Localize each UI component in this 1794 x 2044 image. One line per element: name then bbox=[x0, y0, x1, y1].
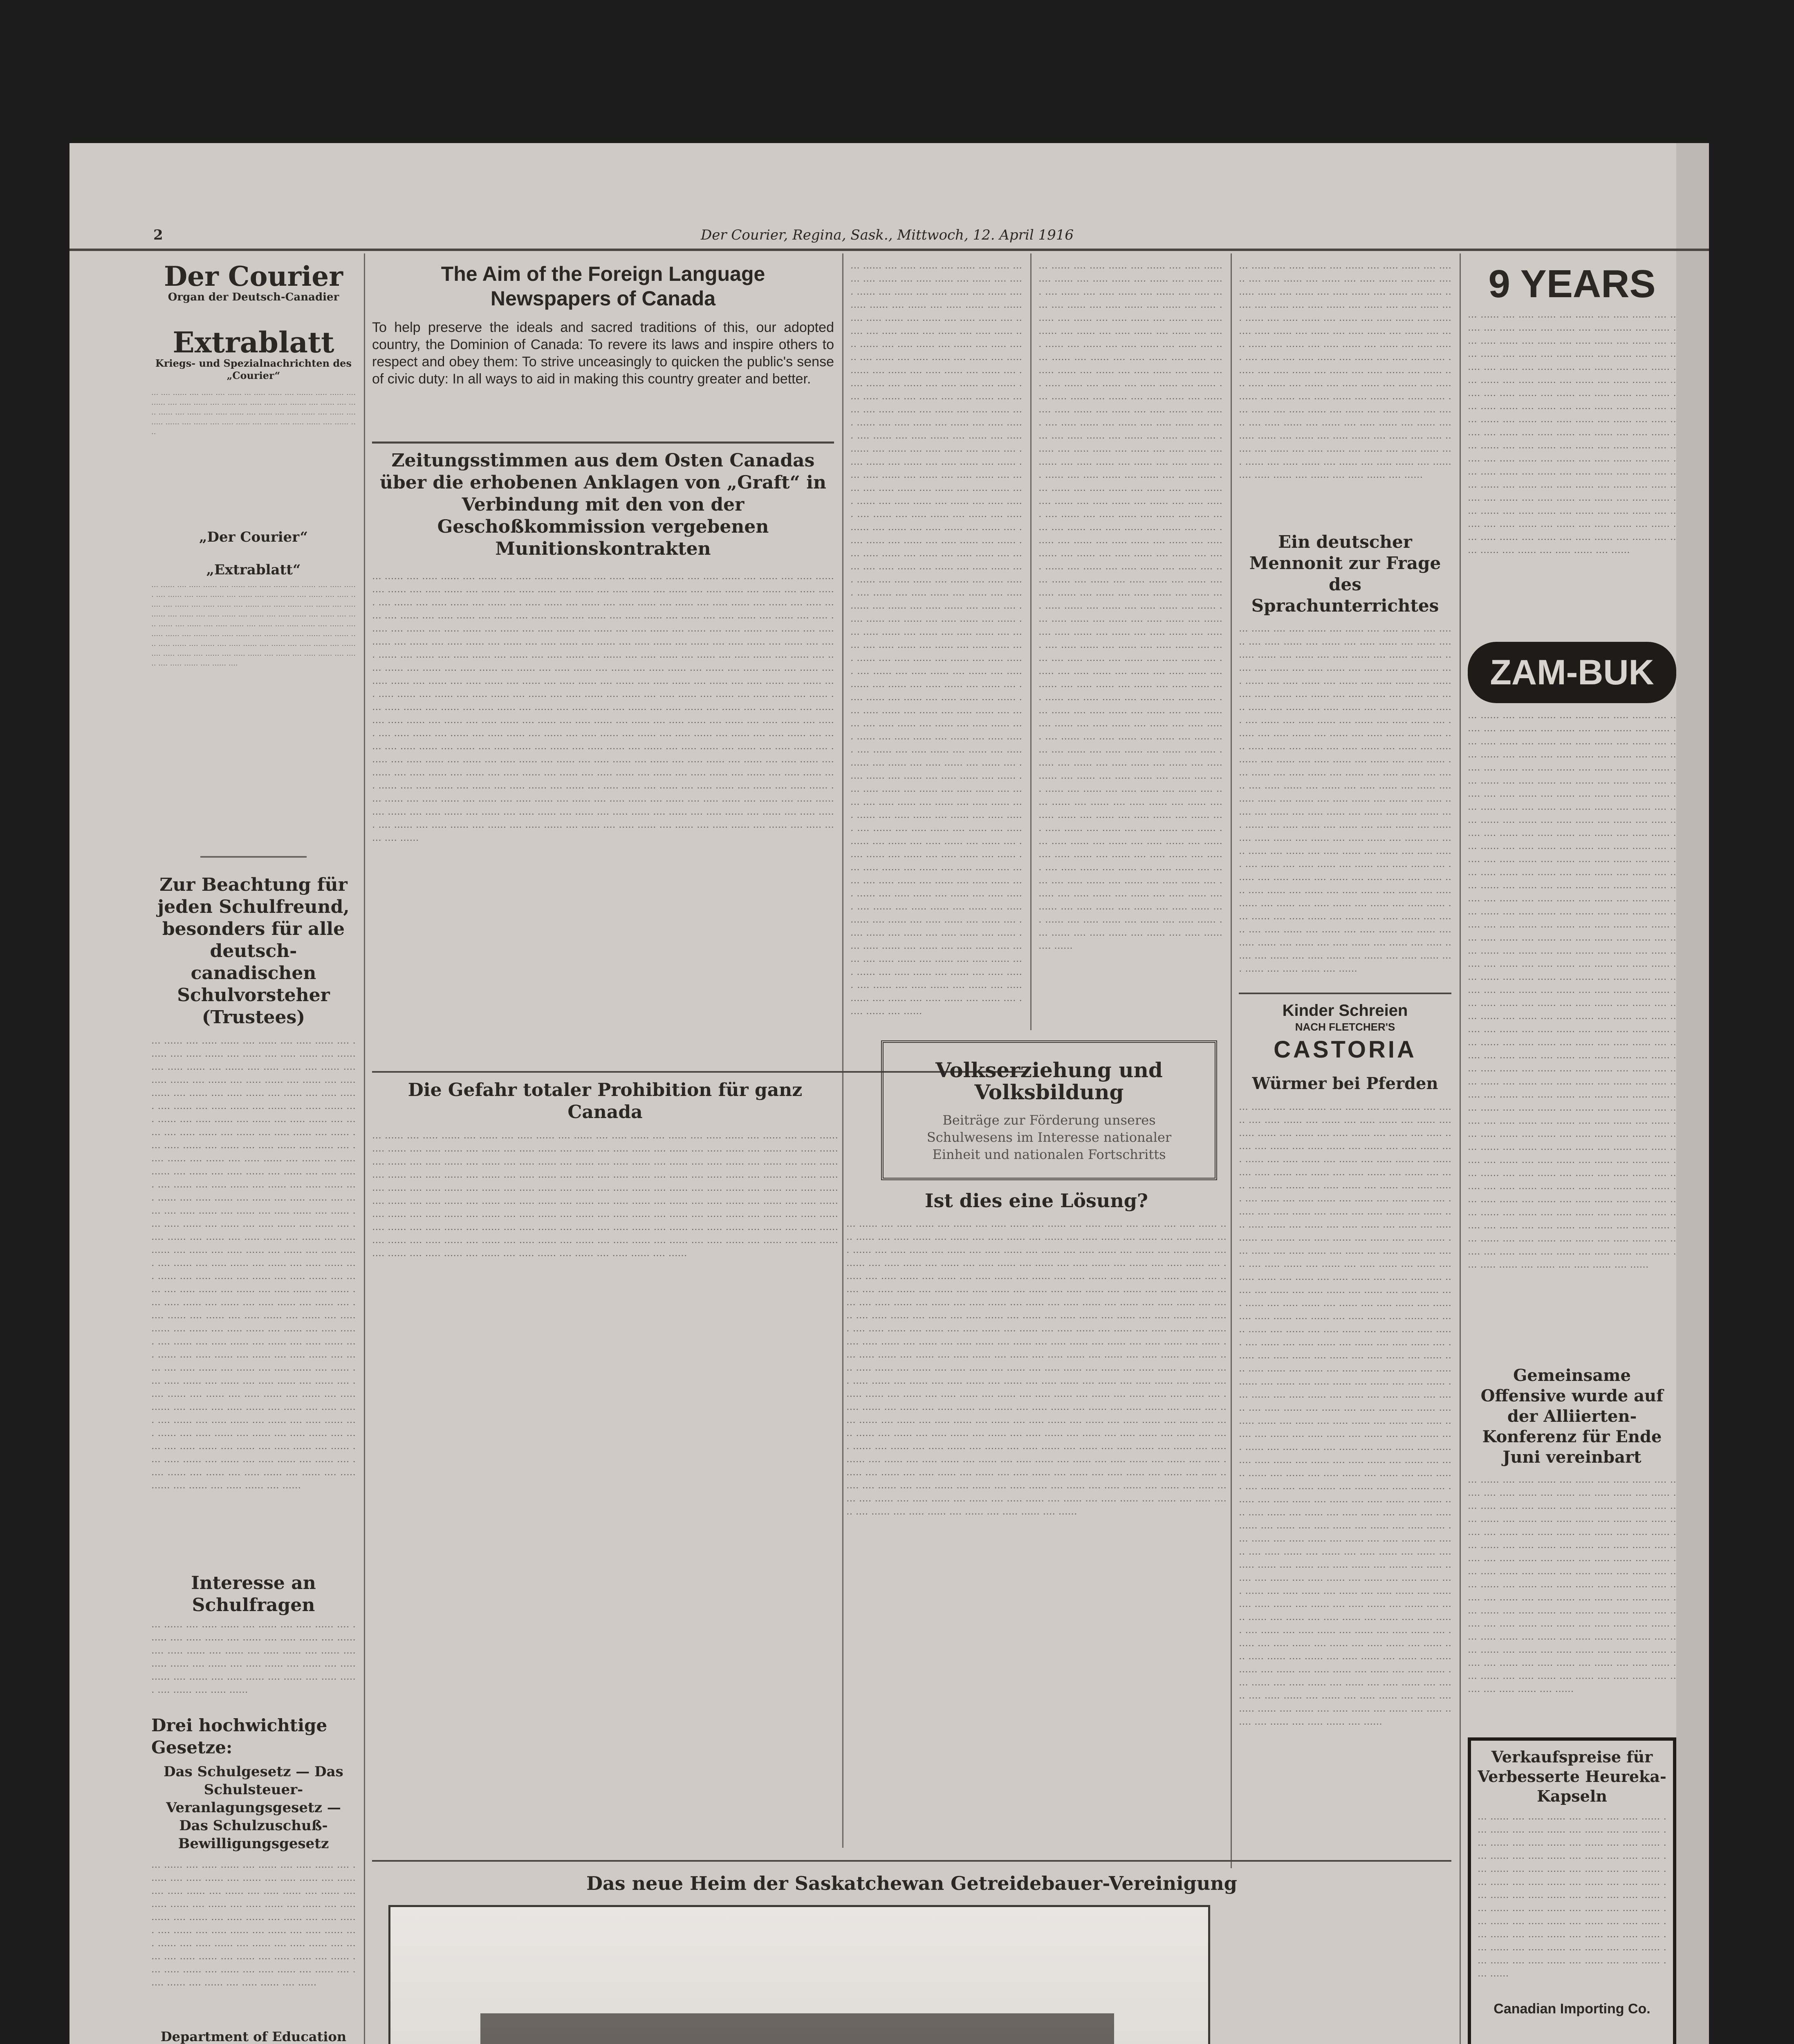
castoria-mid: NACH FLETCHER'S bbox=[1295, 1021, 1395, 1033]
column-5-body: ··· ······ ···· ····· ······ ···· ······ ···· ····· ······ ···· ······ ···· ····· ······ ···· ······ ···· ····· ······ ···· ······ ···· ····· ······ ···· ······ ···· ····· ······ ···· ······ ···· ····· ······ ···· ······ ···· ····· ······ ···· ······ ···· ····· ······ ···· ······ ···· ····· ······ ···· ······ ···· ····· ······ ···· ······ ···· ····· ······ ···· ······ ···· ····· ······ ···· ······ ···· ····· ······ ···· ······ ···· ····· ······ ···· ······ ···· ····· ······ ···· ······ ···· ····· ······ ···· ······ ···· ····· ······ ···· ······ ···· ····· ······ ···· ······ ···· ····· ······ ···· ······ ···· ····· ······ ···· ······ ···· ····· ······ ···· ······ ···· ····· ······ ···· ······ ···· ····· ······ ···· ······ ···· ····· ······ ···· ······ ···· ····· ······ ···· ······ ···· ····· ······ ···· ······ ···· ····· ······ ···· ······ ···· ····· ······ ···· ······ ···· ····· ······ ···· ······ ···· ····· ······ ···· ······ ···· ····· ······ ···· ······ ···· ····· ······ ···· ······ ···· ····· ······ ···· ······ ···· ····· ······ ···· ······ ···· ····· ······ ···· ······ ···· ····· ······ ···· ······ ···· ····· ······ ···· ······ ···· ····· ······ ···· ······ ···· ····· ······ ···· ······ ···· ····· ······ ···· ······ ···· ····· ······ ···· ······ ···· ····· ······ ···· ······ ···· ····· ······ ···· ······ ···· ····· ······ ···· ······ ···· ····· ······ ···· ······ ···· ····· ······ ···· ······ ···· ····· ······ ···· ······ ···· ····· ······ ···· ······ ···· ····· ······ ···· ······ ···· ····· ······ ···· ······ ···· ····· ······ ···· ······ ···· ····· ······ ···· ······ ···· ····· ······ ···· ······ ···· ····· ······ ···· ······ ···· ····· ······ ···· ······ ···· ····· ······ ···· ······ ···· ····· ······ ···· ······ ···· ····· ······ ···· ······ ···· ····· ······ ···· ······ ···· ····· ······ ···· ······ ···· ····· ······ ···· ······ ···· ····· ······ ···· ······ ···· ····· ······ ···· ······ ···· ····· ······ ···· ······ ···· ····· ······ ···· ······ ···· ····· ······ ···· ······ ···· ····· ······ ···· ······ ···· ····· ······ ···· ······ ···· ····· ······ ···· ······ ···· ····· ······ ···· ······ ···· ····· ······ ···· ······ ···· ····· ······ ···· ······ ···· ····· ······ ···· ······ ···· ····· ······ ···· ······ ···· ····· ······ ···· ······ ···· ····· ······ ···· ······ ···· ····· ······ ···· ······ ···· ····· ······ ···· ······ ···· ····· ······ ···· ······ ···· ····· ······ ···· ······ ···· ····· ······ ···· ······ ···· ····· ······ ···· ······ ···· ····· ······ ···· ······ ···· ····· ······ ···· ······ ···· ····· ······ ···· ······ ···· ····· ······ ···· ······ ···· ····· ······ ···· ······ ···· ····· ······ ···· ······ ···· ····· ······ ···· ······ ···· ····· ······ ···· ······ ···· ····· ······ ···· ······ ···· ····· ······ ···· ······ ···· ····· ······ ···· ······ ···· ····· ······ ···· ······ ···· ····· ······ ···· ······ ···· ····· ······ ···· ······ ···· ····· ······ ···· ······ ···· ····· ······ ···· ······ ···· ····· ······ ···· ······ ···· ····· ······ ···· ······ bbox=[1038, 262, 1222, 954]
volkserziehung-box bbox=[881, 1040, 1217, 1180]
nine-years-body: ··· ······ ···· ····· ······ ···· ······ ···· ····· ······ ···· ······ ···· ····· ······ ···· ······ ···· ····· ······ ···· ······ ···· ····· ······ ···· ······ ···· ····· ······ ···· ······ ···· ····· ······ ···· ······ ···· ····· ······ ···· ······ ···· ····· ······ ···· ······ ···· ····· ······ ···· ······ ···· ····· ······ ···· ······ ···· ····· ······ ···· ······ ···· ····· ······ ···· ······ ···· ····· ······ ···· ······ ···· ····· ······ ···· ······ ···· ····· ······ ···· ······ ···· ····· ······ ···· ······ ···· ····· ······ ···· ······ ···· ····· ······ ···· ······ ···· ····· ······ ···· ······ ···· ····· ······ ···· ······ ···· ····· ······ ···· ······ ···· ····· ······ ···· ······ ···· ····· ······ ···· ······ ···· ····· ······ ···· ······ ···· ····· ······ ···· ······ ···· ····· ······ ···· ······ ···· ····· ······ ···· ······ ···· ····· ······ ···· ······ ···· ····· ······ ···· ······ ···· ····· ······ ···· ······ ···· ····· ······ ···· ······ ···· ····· ······ ···· ······ ···· ····· ······ ···· ······ ···· ····· ······ ···· ······ ···· ····· ······ ···· ······ ···· ····· ······ ···· ······ ···· ····· ······ ···· ······ ···· ····· ······ ···· ······ ···· ····· ······ ···· ······ ···· ····· ······ ···· ······ bbox=[1468, 312, 1676, 558]
second-extra-title: „Extrablatt“ bbox=[206, 562, 301, 578]
loesung-title: Ist dies eine Lösung? bbox=[925, 1190, 1148, 1212]
school-article-body: ··· ······ ···· ····· ······ ···· ······ ···· ····· ······ ···· ······ ···· ····· ······ ···· ······ ···· ····· ······ ···· ······ ···· ····· ······ ···· ······ ···· ····· ······ ···· ······ ···· ····· ······ ···· ······ ···· ····· ······ ···· ······ ···· ····· ······ ···· ······ ···· ····· ······ ···· ······ ···· ····· ······ ···· ······ ···· ····· ······ ···· ······ ···· ····· ······ ···· ······ ···· ····· ······ ···· ······ ···· ····· ······ ···· ······ ···· ····· ······ ···· ······ ···· ····· ······ ···· ······ ···· ····· ······ ···· ······ ···· ····· ······ ···· ······ ···· ····· ······ ···· ······ ···· ····· ······ ···· ······ ···· ····· ······ ···· ······ ···· ····· ······ ···· ······ ···· ····· ······ ···· ······ ···· ····· ······ ···· ······ ···· ····· ······ ···· ······ ···· ····· ······ ···· ······ ···· ····· ······ ···· ······ ···· ····· ······ ···· ······ ···· ····· ······ ···· ······ ···· ····· ······ ···· ······ ···· ····· ······ ···· ······ ···· ····· ······ ···· ······ ···· ····· ······ ···· ······ ···· ····· ······ ···· ······ ···· ····· ······ ···· ······ ···· ····· ······ ···· ······ ···· ····· ······ ···· ······ ···· ····· ······ ···· ······ ···· ····· ······ ···· ······ ···· ····· ······ ···· ······ ···· ····· ······ ···· ······ ···· ····· ······ ···· ······ ···· ····· ······ ···· ······ ···· ····· ······ ···· ······ ···· ····· ······ ···· ······ ···· ····· ······ ···· ······ ···· ····· ······ ···· ······ ···· ····· ······ ···· ······ ···· ····· ······ ···· ······ ···· ····· ······ ···· ······ ···· ····· ······ ···· ······ ···· ····· ······ ···· ······ ···· ····· ······ ···· ······ ···· ····· ······ ···· ······ ···· ····· ······ ···· ······ ···· ····· ······ ···· ······ ···· ····· ······ ···· ······ ···· ····· ······ ···· ······ ···· ····· ······ ···· ······ ···· ····· ······ ···· ······ ···· ····· ······ ···· ······ ···· ····· ······ ···· ······ ···· ····· ······ ···· ······ ···· ····· ······ ···· ······ ···· ····· ······ ···· ······ ···· ····· ······ ···· ······ ···· ····· ······ ···· ······ ···· ····· ······ ···· ······ ···· ····· ······ ···· ······ ···· ····· ······ ···· ······ ···· ····· ······ ···· ······ ···· ····· ······ ···· ······ ···· ····· ······ ···· ······ ···· ····· ······ ···· ······ bbox=[151, 1038, 356, 1494]
mennonit-title: Ein deutscher Mennonit zur Frage des Sprachunterrichtes bbox=[1249, 532, 1441, 616]
masthead-imprint: ··· ···· ······ ···· ····· ···· ······ ··· ····· ······ ···· ······· ····· ······ ···· ······ ···· ····· ······ ···· ······ ···· ····· ····· ···· ······· ···· ······ ···· ····· ······ ···· ······ ···· ····· ······ ···· ······ ···· ····· ······ ···· ······ ···· ····· ······ ···· ······ ···· ····· ······ ···· ······ ···· ····· ······ ···· ······ ···· bbox=[151, 390, 356, 438]
laws-heading: Drei hochwichtige Gesetze: bbox=[151, 1715, 327, 1757]
column-rule bbox=[1231, 253, 1232, 1868]
section-rule bbox=[1239, 993, 1451, 994]
column-rule bbox=[364, 253, 365, 2044]
masthead-rates: ··· ······ ···· ····· ······ ···· ······ ···· ····· ······ ···· ······ ···· ····· ······ ···· ······ ···· ····· ······ ···· ······ ···· ····· ······ ···· ······ ···· ····· ······ ···· ······ ···· ····· ······ ···· ······ ···· ····· ······ ···· ······ ···· ····· ······ ···· ······ ···· ····· ······ ···· ······ ···· ····· ······ ···· ······ ···· ····· ······ ···· ······ ···· ····· ······ ···· ······ ···· ····· ······ ···· ······ ···· ····· ······ ···· ······ ···· ····· ······ ···· ······ ···· ····· ······ ···· ······ ···· ····· ······ ···· ······ ···· ····· ······ ···· ······ ···· ····· ······ ···· ······ ···· ····· ······ ···· ······ ···· ····· ······ ···· ······ ···· ····· ······ ···· ······ ···· ····· ······ ···· ······ ···· bbox=[151, 583, 356, 670]
volkserziehung-subtitle: Beiträge zur Förderung unseres Schulwesens im Interesse nationaler Einheit und nationalen Fortschritts bbox=[926, 1112, 1172, 1162]
prohibition-title: Die Gefahr totaler Prohibition für ganz Canada bbox=[408, 1080, 803, 1123]
extrablatt-title: Extrablatt bbox=[173, 325, 334, 359]
column-6 bbox=[1239, 262, 1451, 2044]
page-number: 2 bbox=[153, 227, 163, 243]
column-7-mid-body: ··· ······ ···· ····· ······ ···· ······ ···· ····· ······ ···· ······ ···· ····· ······ ···· ······ ···· ····· ······ ···· ······ ···· ····· ······ ···· ······ ···· ····· ······ ···· ······ ···· ····· ······ ···· ······ ···· ····· ······ ···· ······ ···· ····· ······ ···· ······ ···· ····· ······ ···· ······ ···· ····· ······ ···· ······ ···· ····· ······ ···· ······ ···· ····· ······ ···· ······ ···· ····· ······ ···· ······ ···· ····· ······ ···· ······ ···· ····· ······ ···· ······ ···· ····· ······ ···· ······ ···· ····· ······ ···· ······ ···· ····· ······ ···· ······ ···· ····· ······ ···· ······ ···· ····· ······ ···· ······ ···· ····· ······ ···· ······ ···· ····· ······ ···· ······ ···· ····· ······ ···· ······ ···· ····· ······ ···· ······ ···· ····· ······ ···· ······ ···· ····· ······ ···· ······ ···· ····· ······ ···· ······ ···· ····· ······ ···· ······ ···· ····· ······ ···· ······ ···· ····· ······ ···· ······ ···· ····· ······ ···· ······ ···· ····· ······ ···· ······ ···· ····· ······ ···· ······ ···· ····· ······ ···· ······ ···· ····· ······ ···· ······ ···· ····· ······ ···· ······ ···· ····· ······ ···· ······ ···· ····· ······ ···· ······ ···· ····· ······ ···· ······ ···· ····· ······ ···· ······ ···· ····· ······ ···· ······ ···· ····· ······ ···· ······ ···· ····· ······ ···· ······ ···· ····· ······ ···· ······ ···· ····· ······ ···· ······ ···· ····· ······ ···· ······ ···· ····· ······ ···· ······ ···· ····· ······ ···· ······ ···· ····· ······ ···· ······ ···· ····· ······ ···· ······ ···· ····· ······ ···· ······ ···· ····· ······ ···· ······ ···· ····· ······ ···· ······ ···· ····· ······ ···· ······ ···· ····· ······ ···· ······ ···· ····· ······ ···· ······ ···· ····· ······ ···· ······ ···· ····· ······ ···· ······ ···· ····· ······ ···· ······ ···· ····· ······ ···· ······ ···· ····· ······ ···· ······ ···· ····· ······ ···· ······ ···· ····· ······ ···· ······ ···· ····· ······ ···· ······ ···· ····· ······ ···· ······ ···· ····· ······ ···· ······ ···· ····· ······ ···· ······ ···· ····· ······ ···· ······ ···· ····· ······ ···· ······ ···· ····· ······ ···· ······ ···· ····· ······ ···· ······ ···· ····· ······ ···· ······ ···· ····· ······ ···· ······ ···· ····· ······ ···· ······ ···· ····· ······ ···· ······ ···· ····· ······ ···· ······ ···· ····· ······ ···· ······ ···· ····· ······ ···· ······ ···· ····· ······ ···· ······ ···· ····· ······ ···· ······ ···· ····· ······ ···· ······ ···· ····· ······ ···· ······ ···· ····· ······ ···· ······ ···· ····· ······ ···· ······ ···· ····· ······ ···· ······ ···· ····· ······ ···· ······ ···· ····· ······ ···· ······ ···· ····· ······ ···· ······ ···· ····· ······ ···· ······ ···· ····· ······ ···· ······ ···· ····· ······ ···· ······ ···· ····· ······ ···· ······ ···· ····· ······ ···· ······ bbox=[1468, 712, 1676, 1273]
column-rule bbox=[1460, 253, 1461, 2044]
zambuk-ad: ZAM-BUK bbox=[1468, 642, 1676, 703]
nine-years-ad: 9 YEARS bbox=[1488, 262, 1656, 306]
zeitungsstimmen-article bbox=[372, 450, 834, 1067]
school-heading: Zur Beachtung für jeden Schulfreund, besonders für alle deutsch-canadischen Schulvorsteher (Trustees) bbox=[157, 874, 350, 1028]
zeitungsstimmen-title: Zeitungsstimmen aus dem Osten Canadas über die erhobenen Anklagen von „Graft“ in Verbindung mit den von der Geschoßkommission vergebenen Munitionskontrakten bbox=[380, 450, 826, 559]
laws-list: Das Schulgesetz — Das Schulsteuer-Veranlagungsgesetz — Das Schulzuschuß-Bewilligungsgesetz bbox=[164, 1764, 343, 1852]
loesung-article bbox=[846, 1190, 1227, 1848]
photo-caption-title: Das neue Heim der Saskatchewan Getreidebauer-Vereinigung bbox=[586, 1872, 1237, 1894]
column-rule bbox=[842, 253, 843, 1848]
lead-article bbox=[372, 262, 834, 437]
column-6-bottom-body: ··· ······ ···· ····· ······ ···· ······ ···· ····· ······ ···· ······ ···· ····· ······ ···· ······ ···· ····· ······ ···· ······ ···· ····· ······ ···· ······ ···· ····· ······ ···· ······ ···· ····· ······ ···· ······ ···· ····· ······ ···· ······ ···· ····· ······ ···· ······ ···· ····· ······ ···· ······ ···· ····· ······ ···· ······ ···· ····· ······ ···· ······ ···· ····· ······ ···· ······ ···· ····· ······ ···· ······ ···· ····· ······ ···· ······ ···· ····· ······ ···· ······ ···· ····· ······ ···· ······ ···· ····· ······ ···· ······ ···· ····· ······ ···· ······ ···· ····· ······ ···· ······ ···· ····· ······ ···· ······ ···· ····· ······ ···· ······ ···· ····· ······ ···· ······ ···· ····· ······ ···· ······ ···· ····· ······ ···· ······ ···· ····· ······ ···· ······ ···· ····· ······ ···· ······ ···· ····· ······ ···· ······ ···· ····· ······ ···· ······ ···· ····· ······ ···· ······ ···· ····· ······ ···· ······ ···· ····· ······ ···· ······ ···· ····· ······ ···· ······ ···· ····· ······ ···· ······ ···· ····· ······ ···· ······ ···· ····· ······ ···· ······ ···· ····· ······ ···· ······ ···· ····· ······ ···· ······ ···· ····· ······ ···· ······ ···· ····· ······ ···· ······ ···· ····· ······ ···· ······ ···· ····· ······ ···· ······ ···· ····· ······ ···· ······ ···· ····· ······ ···· ······ ···· ····· ······ ···· ······ ···· ····· ······ ···· ······ ···· ····· ······ ···· ······ ···· ····· ······ ···· ······ ···· ····· ······ ···· ······ ···· ····· ······ ···· ······ ···· ····· ······ ···· ······ ···· ····· ······ ···· ······ ···· ····· ······ ···· ······ ···· ····· ······ ···· ······ ···· ····· ······ ···· ······ ···· ····· ······ ···· ······ ···· ····· ······ ···· ······ ···· ····· ······ ···· ······ ···· ····· ······ ···· ······ ···· ····· ······ ···· ······ ···· ····· ······ ···· ······ ···· ····· ······ ···· ······ ···· ····· ······ ···· ······ ···· ····· ······ ···· ······ ···· ····· ······ ···· ······ ···· ····· ······ ···· ······ ···· ····· ······ ···· ······ ···· ····· ······ ···· ······ ···· ····· ······ ···· ······ ···· ····· ······ ···· ······ ···· ····· ······ ···· ······ ···· ····· ······ ···· ······ ···· ····· ······ ···· ······ ···· ····· ······ ···· ······ ···· ····· ······ ···· ······ ···· ····· ······ ···· ······ ···· ····· ······ ···· ······ ···· ····· ······ ···· ······ ···· ····· ······ ···· ······ ···· ····· ······ ···· ······ ···· ····· ······ ···· ······ ···· ····· ······ ···· ······ ···· ····· ······ ···· ······ ···· ····· ······ ···· ······ ···· ····· ······ ···· ······ ···· ····· ······ ···· ······ ···· ····· ······ ···· ······ ···· ····· ······ ···· ······ ···· ····· ······ ···· ······ ···· ····· ······ ···· ······ ···· ····· ······ ···· ······ ···· ····· ······ ···· ······ ···· ····· ······ ···· ······ ···· ····· ······ ···· ······ ···· ····· ······ ···· ······ ···· ····· ······ ···· ······ ···· ····· ······ ···· ······ ···· ····· ······ ···· ······ ···· ····· ······ ···· ······ ···· ····· ······ ···· ······ ···· ····· ······ ···· ······ ···· ····· ······ ···· ······ ···· ····· ······ ···· ······ ···· ····· ······ ···· ······ ···· ····· ······ ···· ······ ···· ····· ······ ···· ······ ···· ····· ······ ···· ······ ···· ····· ······ ···· ······ bbox=[1239, 1104, 1451, 1730]
heureka-company: Canadian Importing Co. bbox=[1494, 2001, 1650, 2017]
prohibition-article bbox=[372, 1079, 838, 1398]
column-7 bbox=[1468, 262, 1676, 2044]
column-4-body: ··· ······ ···· ····· ······ ···· ······ ···· ····· ······ ···· ······ ···· ····· ······ ···· ······ ···· ····· ······ ···· ······ ···· ····· ······ ···· ······ ···· ····· ······ ···· ······ ···· ····· ······ ···· ······ ···· ····· ······ ···· ······ ···· ····· ······ ···· ······ ···· ····· ······ ···· ······ ···· ····· ······ ···· ······ ···· ····· ······ ···· ······ ···· ····· ······ ···· ······ ···· ····· ······ ···· ······ ···· ····· ······ ···· ······ ···· ····· ······ ···· ······ ···· ····· ······ ···· ······ ···· ····· ······ ···· ······ ···· ····· ······ ···· ······ ···· ····· ······ ···· ······ ···· ····· ······ ···· ······ ···· ····· ······ ···· ······ ···· ····· ······ ···· ······ ···· ····· ······ ···· ······ ···· ····· ······ ···· ······ ···· ····· ······ ···· ······ ···· ····· ······ ···· ······ ···· ····· ······ ···· ······ ···· ····· ······ ···· ······ ···· ····· ······ ···· ······ ···· ····· ······ ···· ······ ···· ····· ······ ···· ······ ···· ····· ······ ···· ······ ···· ····· ······ ···· ······ ···· ····· ······ ···· ······ ···· ····· ······ ···· ······ ···· ····· ······ ···· ······ ···· ····· ······ ···· ······ ···· ····· ······ ···· ······ ···· ····· ······ ···· ······ ···· ····· ······ ···· ······ ···· ····· ······ ···· ······ ···· ····· ······ ···· ······ ···· ····· ······ ···· ······ ···· ····· ······ ···· ······ ···· ····· ······ ···· ······ ···· ····· ······ ···· ······ ···· ····· ······ ···· ······ ···· ····· ······ ···· ······ ···· ····· ······ ···· ······ ···· ····· ······ ···· ······ ···· ····· ······ ···· ······ ···· ····· ······ ···· ······ ···· ····· ······ ···· ······ ···· ····· ······ ···· ······ ···· ····· ······ ···· ······ ···· ····· ······ ···· ······ ···· ····· ······ ···· ······ ···· ····· ······ ···· ······ ···· ····· ······ ···· ······ ···· ····· ······ ···· ······ ···· ····· ······ ···· ······ ···· ····· ······ ···· ······ ···· ····· ······ ···· ······ ···· ····· ······ ···· ······ ···· ····· ······ ···· ······ ···· ····· ······ ···· ······ ···· ····· ······ ···· ······ ···· ····· ······ ···· ······ ···· ····· ······ ···· ······ ···· ····· ······ ···· ······ ···· ····· ······ ···· ······ ···· ····· ······ ···· ······ ···· ····· ······ ···· ······ ···· ····· ······ ···· ······ ···· ····· ······ ···· ······ ···· ····· ······ ···· ······ ···· ····· ······ ···· ······ ···· ····· ······ ···· ······ ···· ····· ······ ···· ······ ···· ····· ······ ···· ······ ···· ····· ······ ···· ······ ···· ····· ······ ···· ······ ···· ····· ······ ···· ······ ···· ····· ······ ···· ······ ···· ····· ······ ···· ······ ···· ····· ······ ···· ······ ···· ····· ······ ···· ······ ···· ····· ······ ···· ······ ···· ····· ······ ···· ······ ···· ····· ······ ···· ······ ···· ····· ······ ···· ······ ···· ····· ······ ···· ······ ···· ····· ······ ···· ······ ···· ····· ······ ···· ······ ···· ····· ······ ···· ······ ···· ····· ······ ···· ······ ···· ····· ······ ···· ······ ···· ····· ······ ···· ······ ···· ····· ······ ···· ······ ···· ····· ······ ···· ······ ···· ····· ······ ···· ······ ···· ····· ······ ···· ······ ···· ····· ······ ···· ······ ···· ····· ······ ···· ······ bbox=[850, 262, 1022, 1020]
second-paper-title: „Der Courier“ bbox=[199, 529, 308, 545]
heureka-title: Verkaufspreise für Verbesserte Heureka-Kapseln bbox=[1478, 1748, 1666, 1805]
section-rule bbox=[372, 442, 834, 444]
running-head-title: Der Courier, Regina, Sask., Mittwoch, 12. April 1916 bbox=[700, 227, 1074, 243]
loesung-body: ··· ······ ···· ····· ······ ···· ······ ···· ····· ······ ···· ······ ···· ····· ······ ···· ······ ···· ····· ······ ···· ······ ···· ····· ······ ···· ······ ···· ····· ······ ···· ······ ···· ····· ······ ···· ······ ···· ····· ······ ···· ······ ···· ····· ······ ···· ······ ···· ····· ······ ···· ······ ···· ····· ······ ···· ······ ···· ····· ······ ···· ······ ···· ····· ······ ···· ······ ···· ····· ······ ···· ······ ···· ····· ······ ···· ······ ···· ····· ······ ···· ······ ···· ····· ······ ···· ······ ···· ····· ······ ···· ······ ···· ····· ······ ···· ······ ···· ····· ······ ···· ······ ···· ····· ······ ···· ······ ···· ····· ······ ···· ······ ···· ····· ······ ···· ······ ···· ····· ······ ···· ······ ···· ····· ······ ···· ······ ···· ····· ······ ···· ······ ···· ····· ······ ···· ······ ···· ····· ······ ···· ······ ···· ····· ······ ···· ······ ···· ····· ······ ···· ······ ···· ····· ······ ···· ······ ···· ····· ······ ···· ······ ···· ····· ······ ···· ······ ···· ····· ······ ···· ······ ···· ····· ······ ···· ······ ···· ····· ······ ···· ······ ···· ····· ······ ···· ······ ···· ····· ······ ···· ······ ···· ····· ······ ···· ······ ···· ····· ······ ···· ······ ···· ····· ······ ···· ······ ···· ····· ······ ···· ······ ···· ····· ······ ···· ······ ···· ····· ······ ···· ······ ···· ····· ······ ···· ······ ···· ····· ······ ···· ······ ···· ····· ······ ···· ······ ···· ····· ······ ···· ······ ···· ····· ······ ···· ······ ···· ····· ······ ···· ······ ···· ····· ······ ···· ······ ···· ····· ······ ···· ······ ···· ····· ······ ···· ······ ···· ····· ······ ···· ······ ···· ····· ······ ···· ······ ···· ····· ······ ···· ······ ···· ····· ······ ···· ······ ···· ····· ······ ···· ······ ···· ····· ······ ···· ······ ···· ····· ······ ···· ······ ···· ····· ······ ···· ······ ···· ····· ······ ···· ······ ···· ····· ······ ···· ······ ···· ····· ······ ···· ······ ···· ····· ······ ···· ······ ···· ····· ······ ···· ······ ···· ····· ······ ···· ······ ···· ····· ······ ···· ······ ···· ····· ······ ···· ······ ···· ····· ······ ···· ······ ···· ····· ······ ···· ······ ···· ····· ······ ···· ······ ···· ····· ······ ···· ······ ···· ····· ······ ···· ······ ···· ····· ······ ···· ······ ···· ····· ······ ···· ······ ···· ····· ······ ···· ······ ···· ····· ······ ···· ······ ···· ····· ······ ···· ······ ···· ····· ······ ···· ······ ···· ····· ······ ···· ······ ···· ····· ······ ···· ······ ···· ····· ······ ···· ······ ···· ····· ······ ···· ······ ···· ····· ······ ···· ······ ···· ····· ······ ···· ······ ···· ····· ······ ···· ······ ···· ····· ······ ···· ······ ···· ····· ······ ···· ······ ···· ····· ······ ···· ······ ···· ····· ······ ···· ······ bbox=[846, 1221, 1227, 1520]
address-title: Department of Education bbox=[160, 2029, 347, 2044]
lead-article-title: The Aim of the Foreign Language Newspapers of Canada bbox=[441, 262, 765, 310]
column-rule bbox=[1030, 253, 1032, 1030]
masthead-organ: Organ der Deutsch-Canadier bbox=[168, 291, 339, 303]
castoria-brand: CASTORIA bbox=[1274, 1036, 1417, 1063]
column-4-text bbox=[850, 262, 1022, 1030]
konferenz-body: ··· ······ ···· ····· ······ ···· ······ ···· ····· ······ ···· ······ ···· ····· ······ ···· ······ ···· ····· ······ ···· ······ ···· ····· ······ ···· ······ ···· ····· ······ ···· ······ ···· ····· ······ ···· ······ ···· ····· ······ ···· ······ ···· ····· ······ ···· ······ ···· ····· ······ ···· ······ ···· ····· ······ ···· ······ ···· ····· ······ ···· ······ ···· ····· ······ ···· ······ ···· ····· ······ ···· ······ ···· ····· ······ ···· ······ ···· ····· ······ ···· ······ ···· ····· ······ ···· ······ ···· ····· ······ ···· ······ ···· ····· ······ ···· ······ ···· ····· ······ ···· ······ ···· ····· ······ ···· ······ ···· ····· ······ ···· ······ ···· ····· ······ ···· ······ ···· ····· ······ ···· ······ ···· ····· ······ ···· ······ ···· ····· ······ ···· ······ ···· ····· ······ ···· ······ ···· ····· ······ ···· ······ ···· ····· ······ ···· ······ ···· ····· ······ ···· ······ ···· ····· ······ ···· ······ ···· ····· ······ ···· ······ ···· ····· ······ ···· ······ ···· ····· ······ ···· ······ ···· ····· ······ ···· ······ ···· ····· ······ ···· ······ bbox=[1468, 1477, 1676, 1697]
laws-body: ··· ······ ···· ····· ······ ···· ······ ···· ····· ······ ···· ······ ···· ····· ······ ···· ······ ···· ····· ······ ···· ······ ···· ····· ······ ···· ······ ···· ····· ······ ···· ······ ···· ····· ······ ···· ······ ···· ····· ······ ···· ······ ···· ····· ······ ···· ······ ···· ····· ······ ···· ······ ···· ····· ······ ···· ······ ···· ····· ······ ···· ······ ···· ····· ······ ···· ······ ···· ····· ······ ···· ······ ···· ····· ······ ···· ······ ···· ····· ······ ···· ······ ···· ····· ······ ···· ······ ···· ····· ······ ···· ······ ···· ····· ······ ···· ······ ···· ····· ······ ···· ······ ···· ····· ······ ···· ······ bbox=[151, 1862, 356, 1991]
building-facade bbox=[480, 2013, 1114, 2044]
castoria-top: Kinder Schreien bbox=[1282, 1002, 1408, 1020]
section-rule bbox=[372, 1860, 1451, 1862]
lead-article-body: To help preserve the ideals and sacred traditions of this, our adopted country, the Dominion of Canada: To revere its laws and inspire others to respect and obey them: To strive unceasingly to quicken the public's sense of civic duty: In all ways to aid in making this country greater and better. bbox=[372, 320, 834, 387]
wuermer-title: Würmer bei Pferden bbox=[1252, 1074, 1438, 1093]
volkserziehung-title: Volkserziehung und Volksbildung bbox=[935, 1058, 1163, 1104]
mennonit-body: ··· ······ ···· ····· ······ ···· ······ ···· ····· ······ ···· ······ ···· ····· ······ ···· ······ ···· ····· ······ ···· ······ ···· ····· ······ ···· ······ ···· ····· ······ ···· ······ ···· ····· ······ ···· ······ ···· ····· ······ ···· ······ ···· ····· ······ ···· ······ ···· ····· ······ ···· ······ ···· ····· ······ ···· ······ ···· ····· ······ ···· ······ ···· ····· ······ ···· ······ ···· ····· ······ ···· ······ ···· ····· ······ ···· ······ ···· ····· ······ ···· ······ ···· ····· ······ ···· ······ ···· ····· ······ ···· ······ ···· ····· ······ ···· ······ ···· ····· ······ ···· ······ ···· ····· ······ ···· ······ ···· ····· ······ ···· ······ ···· ····· ······ ···· ······ ···· ····· ······ ···· ······ ···· ····· ······ ···· ······ ···· ····· ······ ···· ······ ···· ····· ······ ···· ······ ···· ····· ······ ···· ······ ···· ····· ······ ···· ······ ···· ····· ······ ···· ······ ···· ····· ······ ···· ······ ···· ····· ······ ···· ······ ···· ····· ······ ···· ······ ···· ····· ······ ···· ······ ···· ····· ······ ···· ······ ···· ····· ······ ···· ······ ···· ····· ······ ···· ······ ···· ····· ······ ···· ······ ···· ····· ······ ···· ······ ···· ····· ······ ···· ······ ···· ····· ······ ···· ······ ···· ····· ······ ···· ······ ···· ····· ······ ···· ······ ···· ····· ······ ···· ······ ···· ····· ······ ···· ······ ···· ····· ······ ···· ······ ···· ····· ······ ···· ······ ···· ····· ······ ···· ······ ···· ····· ······ ···· ······ ···· ····· ······ ···· ······ ···· ····· ······ ···· ······ ···· ····· ······ ···· ······ ···· ····· ······ ···· ······ ···· ····· ······ ···· ······ ···· ····· ······ ···· ······ ···· ····· ······ ···· ······ ···· ····· ······ ···· ······ ···· ····· ······ ···· ······ ···· ····· ······ ···· ······ ···· ····· ······ ···· ······ bbox=[1239, 625, 1451, 977]
prohibition-body: ··· ······ ···· ····· ······ ···· ······ ···· ····· ······ ···· ······ ···· ····· ······ ···· ······ ···· ····· ······ ···· ······ ···· ····· ······ ···· ······ ···· ····· ······ ···· ······ ···· ····· ······ ···· ······ ···· ····· ······ ···· ······ ···· ····· ······ ···· ······ ···· ····· ······ ···· ······ ···· ····· ······ ···· ······ ···· ····· ······ ···· ······ ···· ····· ······ ···· ······ ···· ····· ······ ···· ······ ···· ····· ······ ···· ······ ···· ····· ······ ···· ······ ···· ····· ······ ···· ······ ···· ····· ······ ···· ······ ···· ····· ······ ···· ······ ···· ····· ······ ···· ······ ···· ····· ······ ···· ······ ···· ····· ······ ···· ······ ···· ····· ······ ···· ······ ···· ····· ······ ···· ······ ···· ····· ······ ···· ······ ···· ····· ······ ···· ······ ···· ····· ······ ···· ······ ···· ····· ······ ···· ······ ···· ····· ······ ···· ······ ···· ····· ······ ···· ······ ···· ····· ······ ···· ······ ···· ····· ······ ···· ······ ···· ····· ······ ···· ······ ···· ····· ······ ···· ······ ···· ····· ······ ···· ······ ···· ····· ······ ···· ······ ···· ····· ······ ···· ······ ···· ····· ······ ···· ······ ···· ····· ······ ···· ······ ···· ····· ······ ···· ······ ···· ····· ······ ···· ······ ···· ····· ······ ···· ······ ···· ····· ······ ···· ······ ···· ····· ······ ···· ······ ···· ····· ······ ···· ······ ···· ····· ······ ···· ······ ···· ····· ······ ···· ······ ···· ····· ······ ···· ······ bbox=[372, 1132, 838, 1262]
heureka-ad bbox=[1468, 1737, 1676, 2044]
ornament-divider bbox=[200, 856, 307, 858]
interest-body: ··· ······ ···· ····· ······ ···· ······ ···· ····· ······ ···· ······ ···· ····· ······ ···· ······ ···· ····· ······ ···· ······ ···· ····· ······ ···· ······ ···· ····· ······ ···· ······ ···· ····· ······ ···· ······ ···· ····· ······ ···· ······ ···· ····· ······ ···· ······ ···· ····· ······ ···· ······ ···· ····· ······ ···· ······ ···· ····· ······ bbox=[151, 1621, 356, 1698]
extrablatt-subtitle: Kriegs- und Spezialnachrichten des „Courier“ bbox=[155, 357, 352, 381]
building-photo bbox=[388, 1905, 1210, 2044]
newspaper-page bbox=[70, 143, 1709, 2044]
zeitungsstimmen-body: ··· ······ ···· ····· ······ ···· ······ ···· ····· ······ ···· ······ ···· ····· ······ ···· ······ ···· ····· ······ ···· ······ ···· ····· ······ ···· ······ ···· ····· ······ ···· ······ ···· ····· ······ ···· ······ ···· ····· ······ ···· ······ ···· ····· ······ ···· ······ ···· ····· ······ ···· ······ ···· ····· ······ ···· ······ ···· ····· ······ ···· ······ ···· ····· ······ ···· ······ ···· ····· ······ ···· ······ ···· ····· ······ ···· ······ ···· ····· ······ ···· ······ ···· ····· ······ ···· ······ ···· ····· ······ ···· ······ ···· ····· ······ ···· ······ ···· ····· ······ ···· ······ ···· ····· ······ ···· ······ ···· ····· ······ ···· ······ ···· ····· ······ ···· ······ ···· ····· ······ ···· ······ ···· ····· ······ ···· ······ ···· ····· ······ ···· ······ ···· ····· ······ ···· ······ ···· ····· ······ ···· ······ ···· ····· ······ ···· ······ ···· ····· ······ ···· ······ ···· ····· ······ ···· ······ ···· ····· ······ ···· ······ ···· ····· ······ ···· ······ ···· ····· ······ ···· ······ ···· ····· ······ ···· ······ ···· ····· ······ ···· ······ ···· ····· ······ ···· ······ ···· ····· ······ ···· ······ ···· ····· ······ ···· ······ ···· ····· ······ ···· ······ ···· ····· ······ ···· ······ ···· ····· ······ ···· ······ ···· ····· ······ ···· ······ ···· ····· ······ ···· ······ ···· ····· ······ ···· ······ ···· ····· ······ ···· ······ ···· ····· ······ ···· ······ ···· ····· ······ ···· ······ ···· ····· ······ ···· ······ ···· ····· ······ ···· ······ ···· ····· ······ ···· ······ ···· ····· ······ ···· ······ ···· ····· ······ ···· ······ ···· ····· ······ ···· ······ ···· ····· ······ ···· ······ ···· ····· ······ ···· ······ ···· ····· ······ ···· ······ ···· ····· ······ ···· ······ ···· ····· ······ ···· ······ ···· ····· ······ ···· ······ ···· ····· ······ ···· ······ ···· ····· ······ ···· ······ ···· ····· ······ ···· ······ ···· ····· ······ ···· ······ ···· ····· ······ ···· ······ ···· ····· ······ ···· ······ ···· ····· ······ ···· ······ ···· ····· ······ ···· ······ ···· ····· ······ ···· ······ ···· ····· ······ ···· ······ ···· ····· ······ ···· ······ ···· ····· ······ ···· ······ ···· ····· ······ ···· ······ ···· ····· ······ ···· ······ ···· ····· ······ ···· ······ ···· ····· ······ ···· ······ ···· ····· ······ ···· ······ ···· ····· ······ ···· ······ ···· ····· ······ ···· ······ ···· ····· ······ ···· ······ ···· ····· ······ ···· ······ ···· ····· ······ ···· ······ ···· ····· ······ ···· ······ ···· ····· ······ ···· ······ ···· ····· ······ ···· ······ ···· ····· ······ ···· ······ ···· ····· ······ ···· ······ ···· ····· ······ ···· ······ ···· ····· ······ ···· ······ ···· ····· ······ ···· ······ ···· ····· ······ ···· ······ ···· ····· ······ ···· ······ ···· ····· ······ ···· ······ ···· ····· ······ ···· ······ ···· ····· ······ ···· ······ ···· ····· ······ ···· ······ ···· ····· ······ ···· ······ ···· ····· ······ ···· ······ ···· ····· ······ ···· ······ bbox=[372, 573, 834, 846]
heureka-body: ··· ······ ···· ····· ······ ···· ······ ···· ····· ······ ···· ······ ···· ····· ······ ···· ······ ···· ····· ······ ···· ······ ···· ····· ······ ···· ······ ···· ····· ······ ···· ······ ···· ····· ······ ···· ······ ···· ····· ······ ···· ······ ···· ····· ······ ···· ······ ···· ····· ······ ···· ······ ···· ····· ······ ···· ······ ···· ····· ······ ···· ······ ···· ····· ······ ···· ······ ···· ····· ······ ···· ······ ···· ····· ······ ···· ······ ···· ····· ······ ···· ······ ···· ····· ······ ···· ······ ···· ····· ······ ···· ······ ···· ····· ······ ···· ······ ···· ····· ······ ···· ······ ···· ····· ······ ···· ······ ···· ····· ······ ···· ······ ···· ····· ······ ···· ······ ···· ····· ······ ···· ······ bbox=[1478, 1813, 1666, 1982]
interest-heading: Interesse an Schulfragen bbox=[191, 1573, 316, 1616]
page-fold-shadow bbox=[1676, 143, 1709, 2044]
column-5-text bbox=[1038, 262, 1222, 1030]
head-rule bbox=[70, 249, 1709, 251]
column-1 bbox=[151, 262, 356, 2044]
column-6-top-body: ··· ······ ···· ····· ······ ···· ······ ···· ····· ······ ···· ······ ···· ····· ······ ···· ······ ···· ····· ······ ···· ······ ···· ····· ······ ···· ······ ···· ····· ······ ···· ······ ···· ····· ······ ···· ······ ···· ····· ······ ···· ······ ···· ····· ······ ···· ······ ···· ····· ······ ···· ······ ···· ····· ······ ···· ······ ···· ····· ······ ···· ······ ···· ····· ······ ···· ······ ···· ····· ······ ···· ······ ···· ····· ······ ···· ······ ···· ····· ······ ···· ······ ···· ····· ······ ···· ······ ···· ····· ······ ···· ······ ···· ····· ······ ···· ······ ···· ····· ······ ···· ······ ···· ····· ······ ···· ······ ···· ····· ······ ···· ······ ···· ····· ······ ···· ······ ···· ····· ······ ···· ······ ···· ····· ······ ···· ······ ···· ····· ······ ···· ······ ···· ····· ······ ···· ······ ···· ····· ······ ···· ······ ···· ····· ······ ···· ······ ···· ····· ······ ···· ······ ···· ····· ······ ···· ······ ···· ····· ······ ···· ······ ···· ····· ······ ···· ······ ···· ····· ······ ···· ······ ···· ····· ······ ···· ······ ···· ····· ······ ···· ······ ···· ····· ······ ···· ······ ···· ····· ······ ···· ······ bbox=[1239, 262, 1451, 483]
running-head bbox=[70, 223, 1709, 247]
konferenz-title: Gemeinsame Offensive wurde auf der Alliierten-Konferenz für Ende Juni vereinbart bbox=[1480, 1366, 1664, 1467]
masthead-title: Der Courier bbox=[164, 262, 343, 292]
